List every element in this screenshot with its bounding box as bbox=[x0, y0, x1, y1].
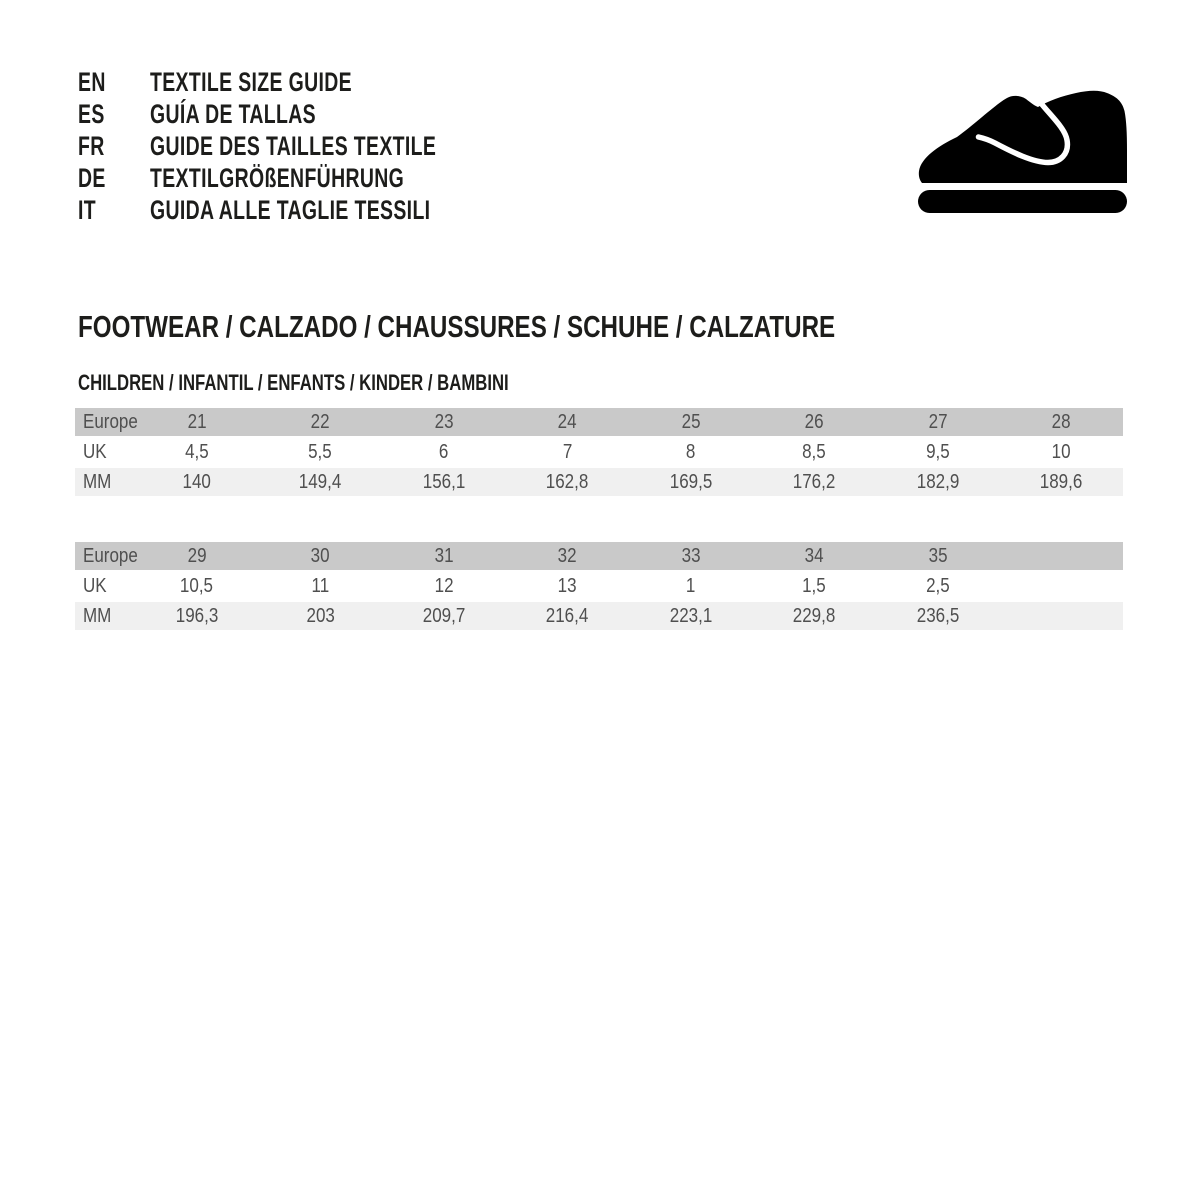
table-cell: 189,6 bbox=[1039, 470, 1083, 493]
section-subtitle: CHILDREN / INFANTIL / ENFANTS / KINDER / BAMBINI bbox=[78, 370, 509, 395]
table-cell: 203 bbox=[306, 604, 335, 627]
table-cell: 5,5 bbox=[308, 440, 333, 463]
row-label-cell: MM bbox=[83, 604, 112, 627]
table-cell: 8 bbox=[686, 440, 696, 463]
table-uk-row bbox=[75, 438, 1123, 466]
table-cell: 1 bbox=[686, 574, 696, 597]
row-label-cell: UK bbox=[83, 574, 107, 597]
table-header-row bbox=[75, 542, 1123, 570]
language-title: GUÍA DE TALLAS bbox=[150, 98, 316, 129]
language-code: EN bbox=[78, 66, 106, 97]
row-label-cell: Europe bbox=[83, 544, 138, 567]
table-cell: 2,5 bbox=[925, 574, 950, 597]
table-cell bbox=[1000, 572, 1124, 600]
language-code: IT bbox=[78, 194, 96, 225]
language-row-es bbox=[78, 98, 436, 130]
size-table-eu-21-28 bbox=[75, 408, 1123, 496]
table-uk-row bbox=[75, 572, 1123, 600]
language-code: DE bbox=[78, 162, 106, 193]
table-cell: 216,4 bbox=[545, 604, 589, 627]
table-mm-row bbox=[75, 468, 1123, 496]
table-cell: 34 bbox=[804, 544, 824, 567]
table-cell: 223,1 bbox=[669, 604, 713, 627]
table-cell: 10 bbox=[1051, 440, 1071, 463]
table-cell: 35 bbox=[928, 544, 948, 567]
table-cell: 209,7 bbox=[422, 604, 466, 627]
table-cell: 169,5 bbox=[669, 470, 713, 493]
table-cell: 21 bbox=[187, 410, 207, 433]
table-cell: 29 bbox=[187, 544, 207, 567]
table-cell: 182,9 bbox=[916, 470, 960, 493]
table-cell: 33 bbox=[681, 544, 701, 567]
table-cell: 30 bbox=[310, 544, 330, 567]
row-label-cell: UK bbox=[83, 440, 107, 463]
table-cell: 12 bbox=[434, 574, 454, 597]
language-code: ES bbox=[78, 98, 105, 129]
table-cell: 26 bbox=[804, 410, 824, 433]
language-title: TEXTILGRÖßENFÜHRUNG bbox=[150, 162, 405, 193]
table-cell bbox=[1000, 602, 1124, 630]
table-cell: 1,5 bbox=[802, 574, 827, 597]
language-row-de bbox=[78, 162, 436, 194]
table-cell: 31 bbox=[434, 544, 454, 567]
language-row-en bbox=[78, 66, 436, 98]
table-cell: 13 bbox=[557, 574, 577, 597]
language-row-fr bbox=[78, 130, 436, 162]
table-cell: 22 bbox=[310, 410, 330, 433]
table-cell: 229,8 bbox=[792, 604, 836, 627]
table-cell: 6 bbox=[439, 440, 449, 463]
table-cell bbox=[1000, 542, 1124, 570]
row-label-cell: MM bbox=[83, 470, 112, 493]
table-cell: 9,5 bbox=[925, 440, 950, 463]
table-cell: 140 bbox=[182, 470, 211, 493]
table-cell: 7 bbox=[562, 440, 572, 463]
language-title-list bbox=[78, 66, 576, 226]
language-row-it bbox=[78, 194, 436, 226]
table-cell: 196,3 bbox=[175, 604, 219, 627]
table-cell: 28 bbox=[1051, 410, 1071, 433]
row-label-cell: Europe bbox=[83, 410, 138, 433]
size-table-eu-29-35 bbox=[75, 542, 1123, 630]
table-cell: 8,5 bbox=[802, 440, 827, 463]
table-cell: 25 bbox=[681, 410, 701, 433]
table-mm-row bbox=[75, 602, 1123, 630]
language-title: GUIDE DES TAILLES TEXTILE bbox=[150, 130, 437, 161]
table-cell: 149,4 bbox=[298, 470, 342, 493]
table-cell: 32 bbox=[557, 544, 577, 567]
table-cell: 10,5 bbox=[180, 574, 214, 597]
table-header-row bbox=[75, 408, 1123, 436]
language-code: FR bbox=[78, 130, 105, 161]
table-cell: 162,8 bbox=[545, 470, 589, 493]
table-cell: 176,2 bbox=[792, 470, 836, 493]
table-cell: 236,5 bbox=[916, 604, 960, 627]
table-cell: 23 bbox=[434, 410, 454, 433]
table-cell: 27 bbox=[928, 410, 948, 433]
language-title: GUIDA ALLE TAGLIE TESSILI bbox=[150, 194, 431, 225]
children-shoe-icon bbox=[900, 80, 1130, 215]
table-cell: 11 bbox=[311, 574, 330, 597]
table-cell: 4,5 bbox=[184, 440, 209, 463]
table-cell: 24 bbox=[557, 410, 577, 433]
table-cell: 156,1 bbox=[422, 470, 466, 493]
section-title: FOOTWEAR / CALZADO / CHAUSSURES / SCHUHE / CALZATURE bbox=[78, 309, 836, 344]
language-title: TEXTILE SIZE GUIDE bbox=[150, 66, 352, 97]
